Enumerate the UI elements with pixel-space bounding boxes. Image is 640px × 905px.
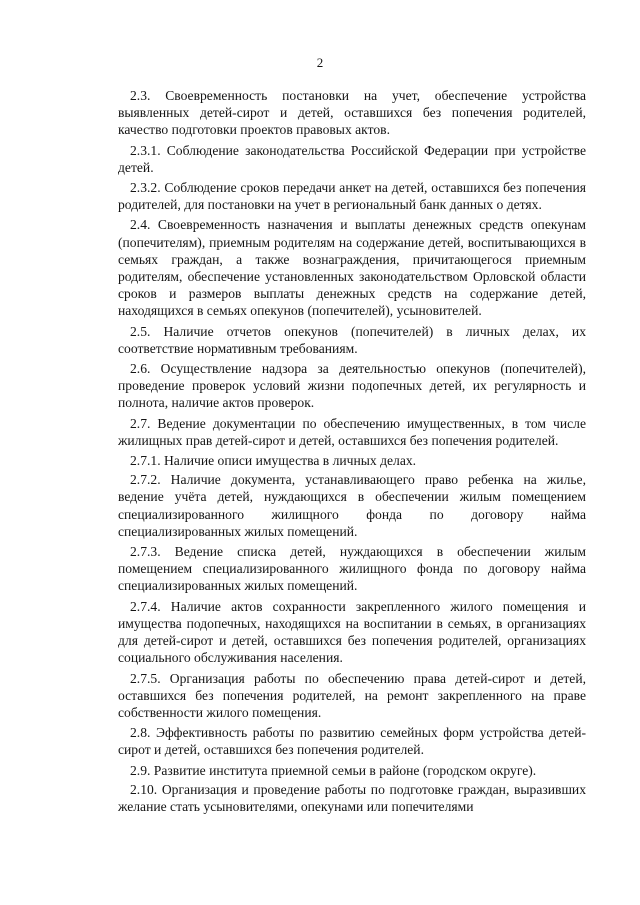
- paragraph-2-8: 2.8. Эффективность работы по развитию семейных форм устройства детей-сирот и детей, оставшихся без попечения родителей.: [118, 725, 586, 758]
- paragraph-2-6: 2.6. Осуществление надзора за деятельностью опекунов (попечителей), проведение проверок условий жизни подопечных детей, их регулярность и полнота, наличие актов проверок.: [118, 361, 586, 411]
- paragraph-2-3: 2.3. Своевременность постановки на учет, обеспечение устройства выявленных детей-сирот и детей, оставшихся без попечения родителей, качество подготовки проектов правовых актов.: [118, 88, 586, 138]
- paragraph-2-7: 2.7. Ведение документации по обеспечению имущественных, в том числе жилищных прав детей-сирот и детей, оставшихся без попечения родителей.: [118, 415, 586, 448]
- paragraph-2-10: 2.10. Организация и проведение работы по подготовке граждан, выразивших желание стать усыновителями, опекунами или попечителями: [118, 781, 586, 814]
- paragraph-2-7-3: 2.7.3. Ведение списка детей, нуждающихся в обеспечении жилым помещением специализированного жилищного фонда по договору найма специализированных жилых помещений.: [118, 544, 586, 594]
- paragraph-2-7-5: 2.7.5. Организация работы по обеспечению права детей-сирот и детей, оставшихся без попечения родителей, на ремонт закрепленного на праве собственности жилого помещения.: [118, 670, 586, 720]
- paragraph-2-3-1: 2.3.1. Соблюдение законодательства Российской Федерации при устройстве детей.: [118, 142, 586, 175]
- paragraph-2-4: 2.4. Своевременность назначения и выплаты денежных средств опекунам (попечителям), приемным родителям на содержание детей, воспитывающихся в семьях граждан, а также вознаграждения, причитающегося приемным родителям, обеспечение установленных законодательством Орловской области сроков и размеров выплаты денежных средств на содержание детей, находящихся в семьях опекунов (попечителей), усыновителей.: [118, 217, 586, 319]
- paragraph-2-9: 2.9. Развитие института приемной семьи в районе (городском округе).: [130, 762, 537, 778]
- paragraph-2-7-4: 2.7.4. Наличие актов сохранности закрепленного жилого помещения и имущества подопечных, находящихся на воспитании в семьях, в организациях для детей-сирот и детей, оставшихся без попечения родителей, организациях социального обслуживания населения.: [118, 598, 586, 666]
- paragraph-2-5: 2.5. Наличие отчетов опекунов (попечителей) в личных делах, их соответствие нормативным требованиям.: [118, 323, 586, 356]
- paragraph-2-7-2: 2.7.2. Наличие документа, устанавливающего право ребенка на жилье, ведение учёта детей, нуждающихся в обеспечении жилым помещением специализированного жилищного фонда по договору найма специализированных жилых помещений.: [118, 472, 586, 539]
- document-body: [118, 87, 586, 818]
- page-number: 2: [316, 55, 324, 70]
- paragraph-2-3-2: 2.3.2. Соблюдение сроков передачи анкет на детей, оставшихся без попечения родителей, для постановки на учет в региональный банк данных о детях.: [118, 180, 586, 213]
- paragraph-2-7-1: 2.7.1. Наличие описи имущества в личных делах.: [130, 453, 417, 469]
